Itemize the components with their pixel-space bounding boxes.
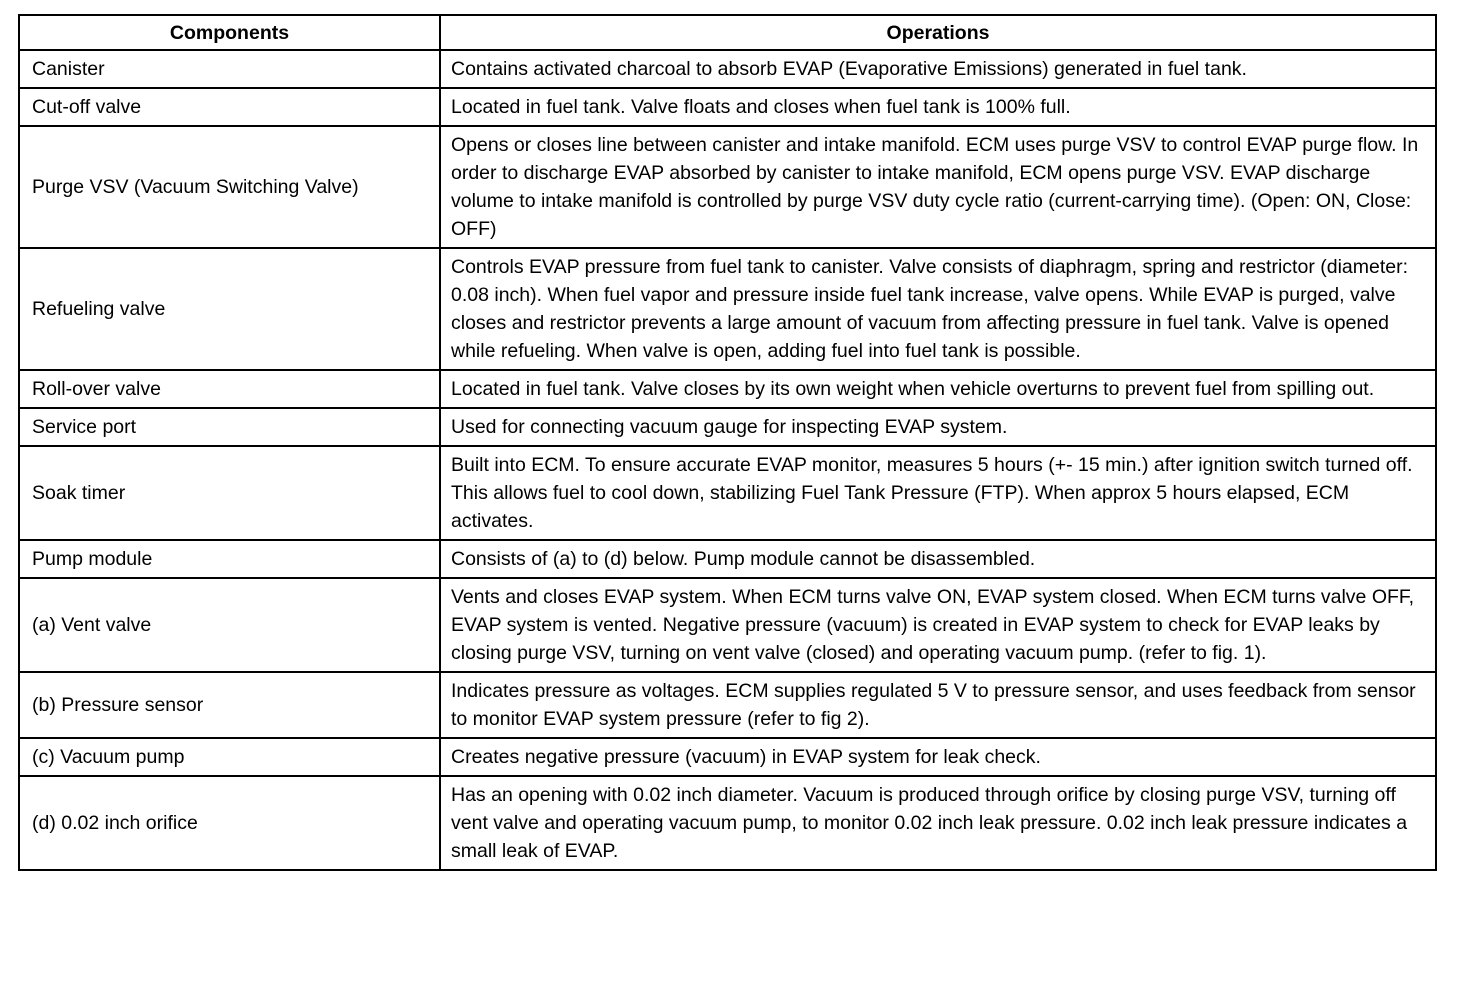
component-cell: Soak timer	[19, 446, 440, 540]
table-row	[19, 248, 1436, 370]
evap-components-table	[18, 14, 1437, 871]
component-cell: Roll-over valve	[19, 370, 440, 408]
operation-cell: Creates negative pressure (vacuum) in EVAP system for leak check.	[440, 738, 1436, 776]
operation-cell: Contains activated charcoal to absorb EVAP (Evaporative Emissions) generated in fuel tank.	[440, 50, 1436, 88]
table-row	[19, 50, 1436, 88]
table-row	[19, 88, 1436, 126]
table-row	[19, 408, 1436, 446]
operation-cell: Located in fuel tank. Valve closes by its own weight when vehicle overturns to prevent fuel from spilling out.	[440, 370, 1436, 408]
table-row	[19, 446, 1436, 540]
table-row	[19, 126, 1436, 248]
operation-cell: Indicates pressure as voltages. ECM supplies regulated 5 V to pressure sensor, and uses feedback from sensor to monitor EVAP system pressure (refer to fig 2).	[440, 672, 1436, 738]
component-cell: Cut-off valve	[19, 88, 440, 126]
component-cell: Refueling valve	[19, 248, 440, 370]
component-cell: Canister	[19, 50, 440, 88]
component-cell: (d) 0.02 inch orifice	[19, 776, 440, 870]
table-row	[19, 738, 1436, 776]
component-cell: Purge VSV (Vacuum Switching Valve)	[19, 126, 440, 248]
component-cell: Pump module	[19, 540, 440, 578]
table-row	[19, 370, 1436, 408]
table-header	[19, 15, 1436, 50]
operation-cell: Located in fuel tank. Valve floats and closes when fuel tank is 100% full.	[440, 88, 1436, 126]
operation-cell: Built into ECM. To ensure accurate EVAP monitor, measures 5 hours (+- 15 min.) after ignition switch turned off. This allows fuel to cool down, stabilizing Fuel Tank Pressure (FTP). When approx 5 hours elapsed, ECM activates.	[440, 446, 1436, 540]
operation-cell: Used for connecting vacuum gauge for inspecting EVAP system.	[440, 408, 1436, 446]
header-row	[19, 15, 1436, 50]
component-cell: Service port	[19, 408, 440, 446]
table-body	[19, 50, 1436, 870]
components-column-header: Components	[19, 15, 440, 50]
operation-cell: Consists of (a) to (d) below. Pump module cannot be disassembled.	[440, 540, 1436, 578]
table-row	[19, 578, 1436, 672]
table-row	[19, 776, 1436, 870]
table-row	[19, 540, 1436, 578]
component-cell: (b) Pressure sensor	[19, 672, 440, 738]
operation-cell: Has an opening with 0.02 inch diameter. Vacuum is produced through orifice by closing purge VSV, turning off vent valve and operating vacuum pump, to monitor 0.02 inch leak pressure. 0.02 inch leak pressure indicates a small leak of EVAP.	[440, 776, 1436, 870]
operation-cell: Vents and closes EVAP system. When ECM turns valve ON, EVAP system closed. When ECM turns valve OFF, EVAP system is vented. Negative pressure (vacuum) is created in EVAP system to check for EVAP leaks by closing purge VSV, turning on vent valve (closed) and operating vacuum pump. (refer to fig. 1).	[440, 578, 1436, 672]
operation-cell: Opens or closes line between canister and intake manifold. ECM uses purge VSV to control EVAP purge flow. In order to discharge EVAP absorbed by canister to intake manifold, ECM opens purge VSV. EVAP discharge volume to intake manifold is controlled by purge VSV duty cycle ratio (current-carrying time). (Open: ON, Close: OFF)	[440, 126, 1436, 248]
table-row	[19, 672, 1436, 738]
operation-cell: Controls EVAP pressure from fuel tank to canister. Valve consists of diaphragm, spring and restrictor (diameter: 0.08 inch). When fuel vapor and pressure inside fuel tank increase, valve opens. While EVAP is purged, valve closes and restrictor prevents a large amount of vacuum from affecting pressure in fuel tank. Valve is opened while refueling. When valve is open, adding fuel into fuel tank is possible.	[440, 248, 1436, 370]
component-cell: (c) Vacuum pump	[19, 738, 440, 776]
operations-column-header: Operations	[440, 15, 1436, 50]
component-cell: (a) Vent valve	[19, 578, 440, 672]
